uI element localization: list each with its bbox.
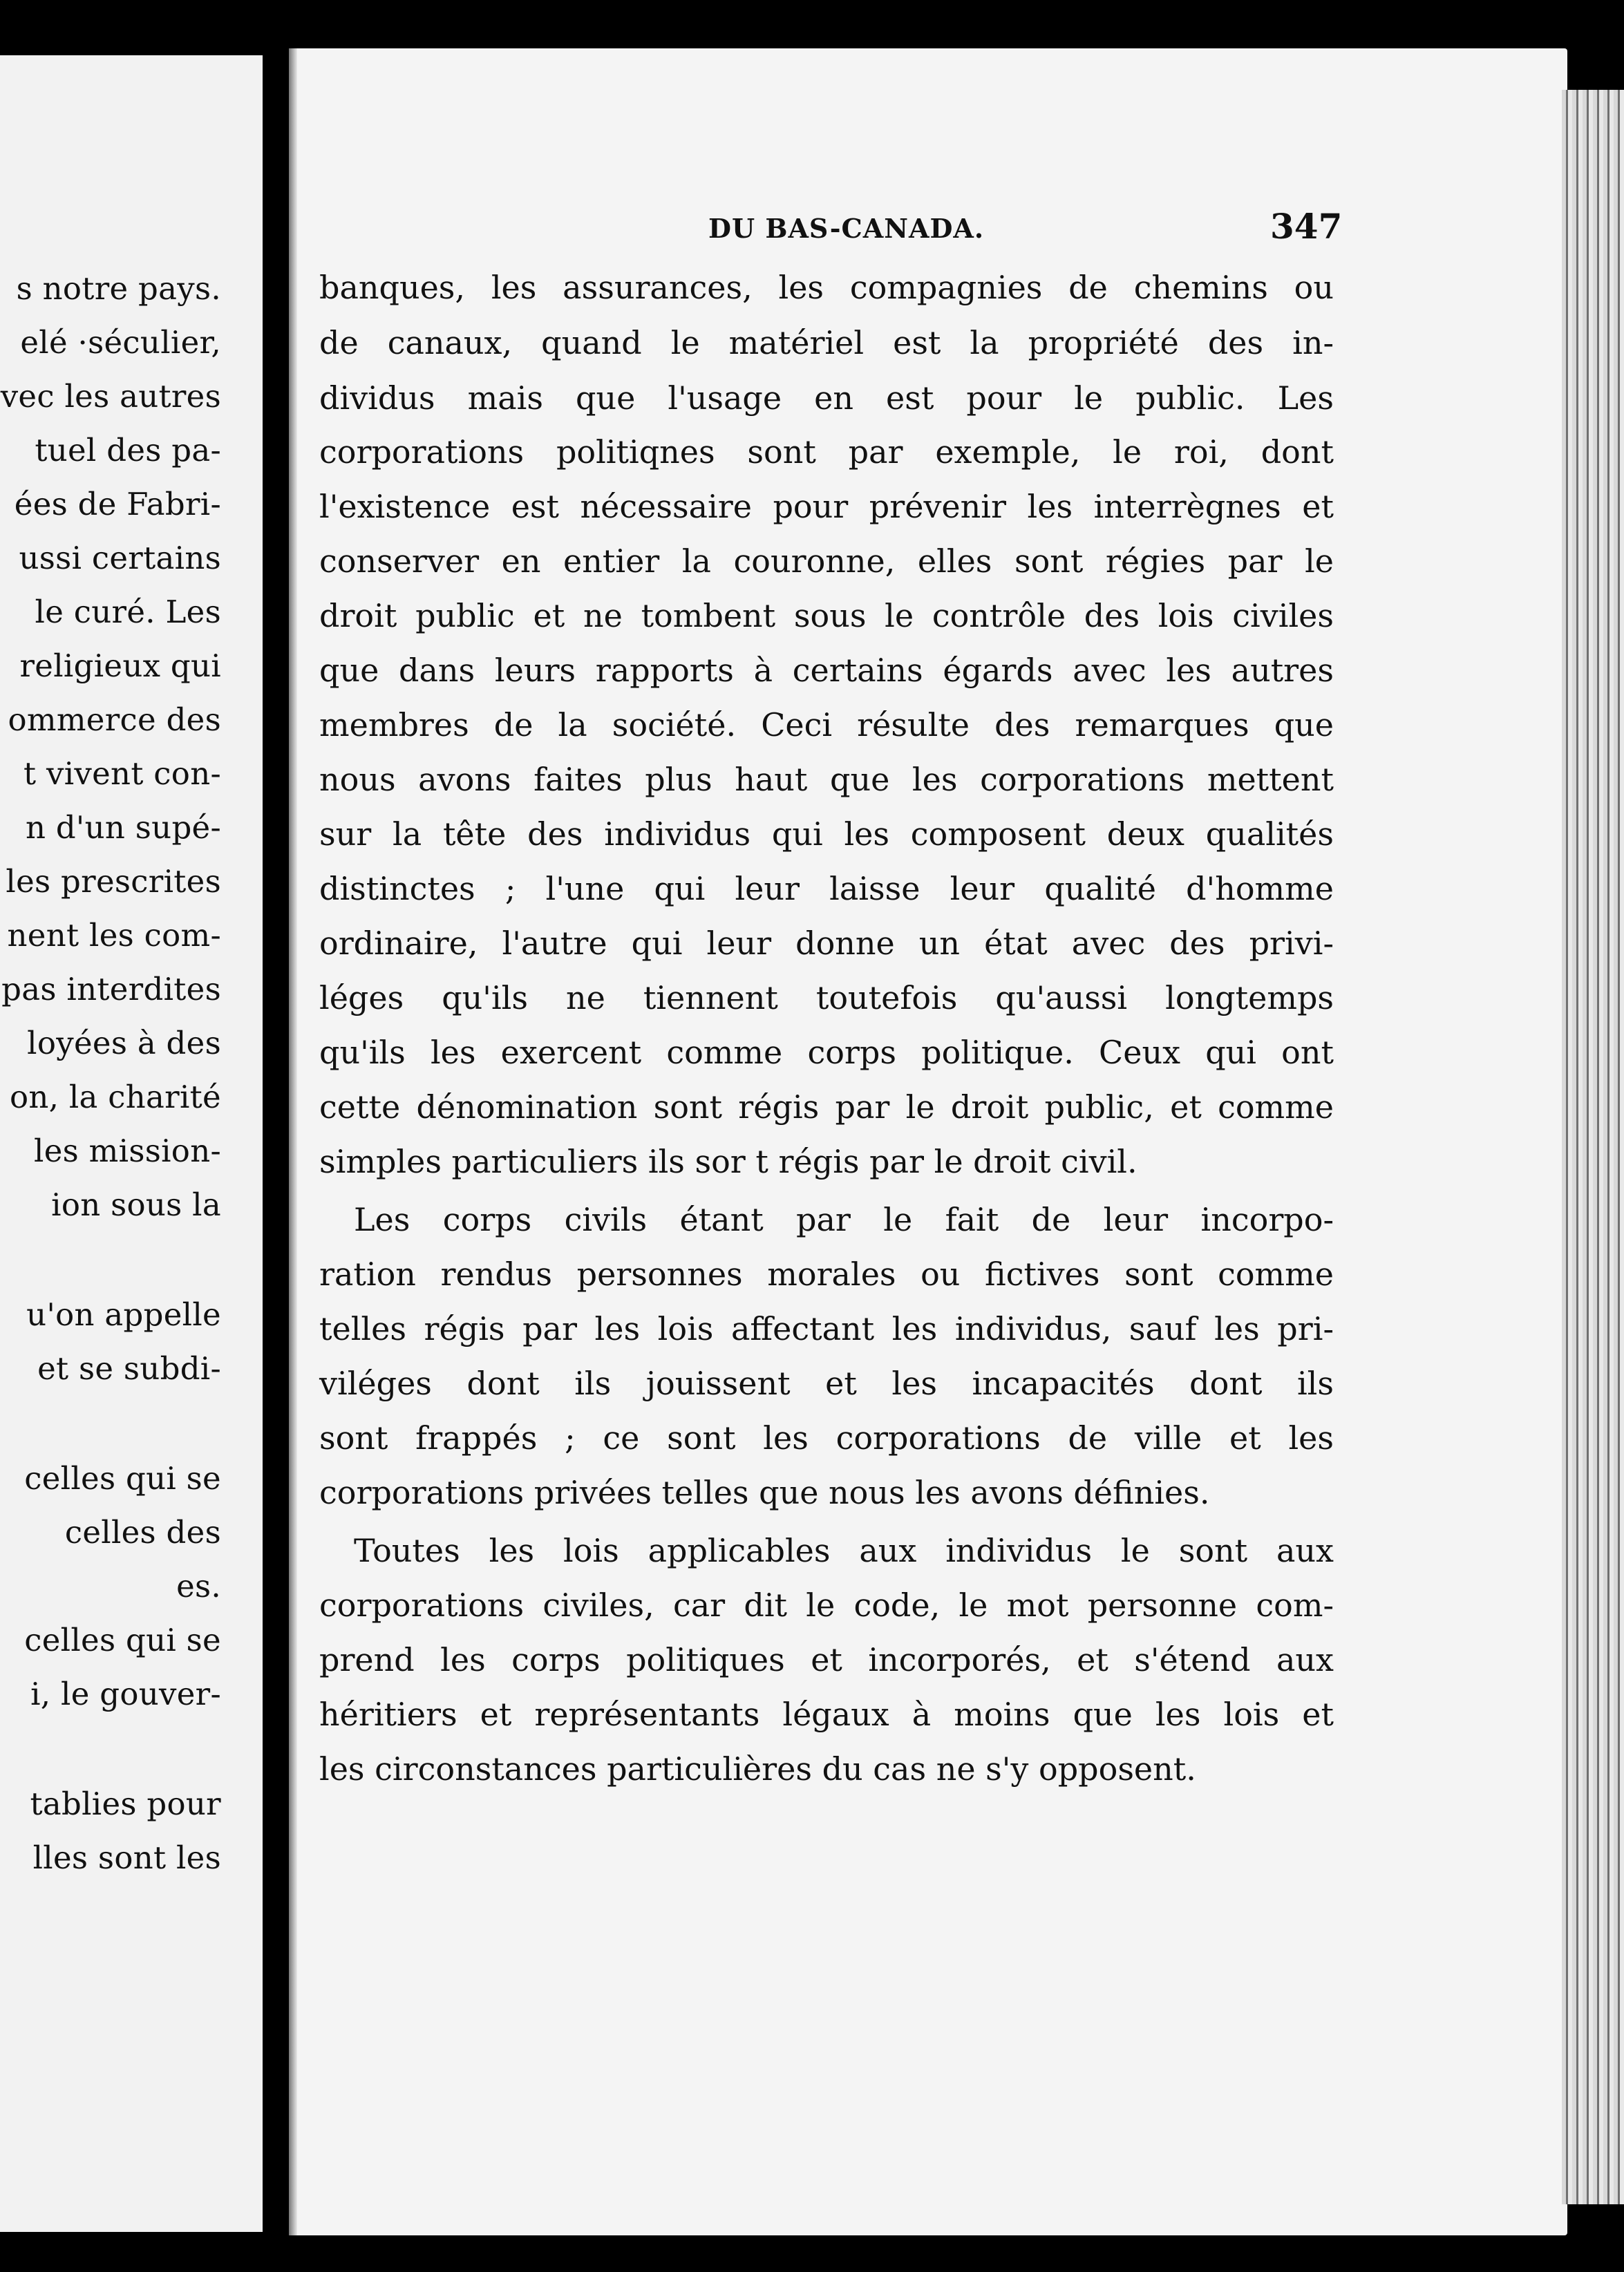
body-text-line: corporations politiqnes sont par exemple, le roi, dont xyxy=(319,433,1334,471)
left-text-line: celles des xyxy=(64,1514,221,1551)
body-text-line: héritiers et représentants légaux à moins que les lois et xyxy=(319,1696,1334,1733)
left-text-line: u'on appelle xyxy=(26,1296,221,1333)
body-text-line: conserver en entier la couronne, elles sont régies par le xyxy=(319,542,1334,580)
gutter-shadow xyxy=(289,48,297,2235)
left-text-line: les mission- xyxy=(34,1133,221,1169)
right-page xyxy=(289,48,1567,2235)
body-text-line: telles régis par les lois affectant les individus, sauf les pri- xyxy=(319,1310,1334,1347)
body-text-line: sur la tête des individus qui les composent deux qualités xyxy=(319,815,1334,853)
page-number: 347 xyxy=(1270,206,1343,247)
left-text-line: pas interdites xyxy=(1,971,221,1007)
left-text-line: nent les com- xyxy=(7,917,221,954)
body-text-line: droit public et ne tombent sous le contrôle des lois civiles xyxy=(319,597,1334,634)
page-edges xyxy=(1562,90,1624,2204)
left-page xyxy=(0,55,263,2232)
left-text-line: ussi certains xyxy=(19,540,221,576)
body-text-line: corporations civiles, car dit le code, le mot personne com- xyxy=(319,1587,1334,1624)
body-text-line: cette dénomination sont régis par le droit public, et comme xyxy=(319,1088,1334,1126)
left-text-line: n d'un supé- xyxy=(25,809,221,846)
body-text-line: ration rendus personnes morales ou fictives sont comme xyxy=(319,1256,1334,1293)
body-text-line: dividus mais que l'usage en est pour le public. Les xyxy=(319,379,1334,417)
left-text-line: lles sont les xyxy=(32,1839,221,1876)
left-text-line: i, le gouver- xyxy=(30,1676,221,1712)
left-text-line: celles qui se xyxy=(24,1622,221,1658)
body-text-line: sont frappés ; ce sont les corporations de ville et les xyxy=(319,1419,1334,1457)
left-text-line: s notre pays. xyxy=(16,270,221,307)
body-text-line: Toutes les lois applicables aux individus le sont aux xyxy=(354,1532,1334,1569)
body-text-line: Les corps civils étant par le fait de leur incorpo- xyxy=(354,1201,1334,1238)
left-text-line: ées de Fabri- xyxy=(14,486,221,522)
left-text-line: ommerce des xyxy=(8,701,221,738)
body-text-line: corporations privées telles que nous les avons définies. xyxy=(319,1474,1210,1511)
body-text-line: prend les corps politiques et incorporés, et s'étend aux xyxy=(319,1641,1334,1678)
left-text-line: et se subdi- xyxy=(37,1350,221,1387)
left-text-line: ion sous la xyxy=(51,1186,221,1223)
body-text-line: qu'ils les exercent comme corps politique. Ceux qui ont xyxy=(319,1034,1334,1071)
body-text-line: distinctes ; l'une qui leur laisse leur qualité d'homme xyxy=(319,870,1334,907)
left-text-line: vec les autres xyxy=(0,378,221,415)
body-text-line: léges qu'ils ne tiennent toutefois qu'aussi longtemps xyxy=(319,979,1334,1016)
left-text-line: le curé. Les xyxy=(35,594,221,630)
left-text-line: celles qui se xyxy=(24,1460,221,1497)
body-text-line: nous avons faites plus haut que les corporations mettent xyxy=(319,761,1334,798)
body-text-line: membres de la société. Ceci résulte des remarques que xyxy=(319,706,1334,744)
left-text-line: tablies pour xyxy=(30,1786,221,1822)
body-text-line: simples particuliers ils sor t régis par le droit civil. xyxy=(319,1143,1137,1180)
left-text-line: on, la charité xyxy=(9,1079,221,1115)
left-text-line: elé ·séculier, xyxy=(20,324,221,361)
body-text-line: banques, les assurances, les compagnies de chemins ou xyxy=(319,269,1334,306)
left-text-line: loyées à des xyxy=(27,1025,221,1061)
left-text-line: les prescrites xyxy=(6,863,221,900)
body-text-line: l'existence est nécessaire pour prévenir les interrègnes et xyxy=(319,488,1334,525)
left-text-line: tuel des pa- xyxy=(35,432,221,468)
left-text-line: religieux qui xyxy=(19,647,221,684)
left-text-line: es. xyxy=(176,1568,221,1604)
body-text-line: de canaux, quand le matériel est la propriété des in- xyxy=(319,324,1334,361)
body-text-line: ordinaire, l'autre qui leur donne un état avec des privi- xyxy=(319,925,1334,962)
left-text-line: t vivent con- xyxy=(23,755,221,792)
body-text-line: viléges dont ils jouissent et les incapacités dont ils xyxy=(319,1365,1334,1402)
body-text-line: les circonstances particulières du cas ne s'y opposent. xyxy=(319,1750,1196,1788)
running-head: DU BAS-CANADA. xyxy=(708,213,985,244)
body-text-line: que dans leurs rapports à certains égards avec les autres xyxy=(319,652,1334,689)
